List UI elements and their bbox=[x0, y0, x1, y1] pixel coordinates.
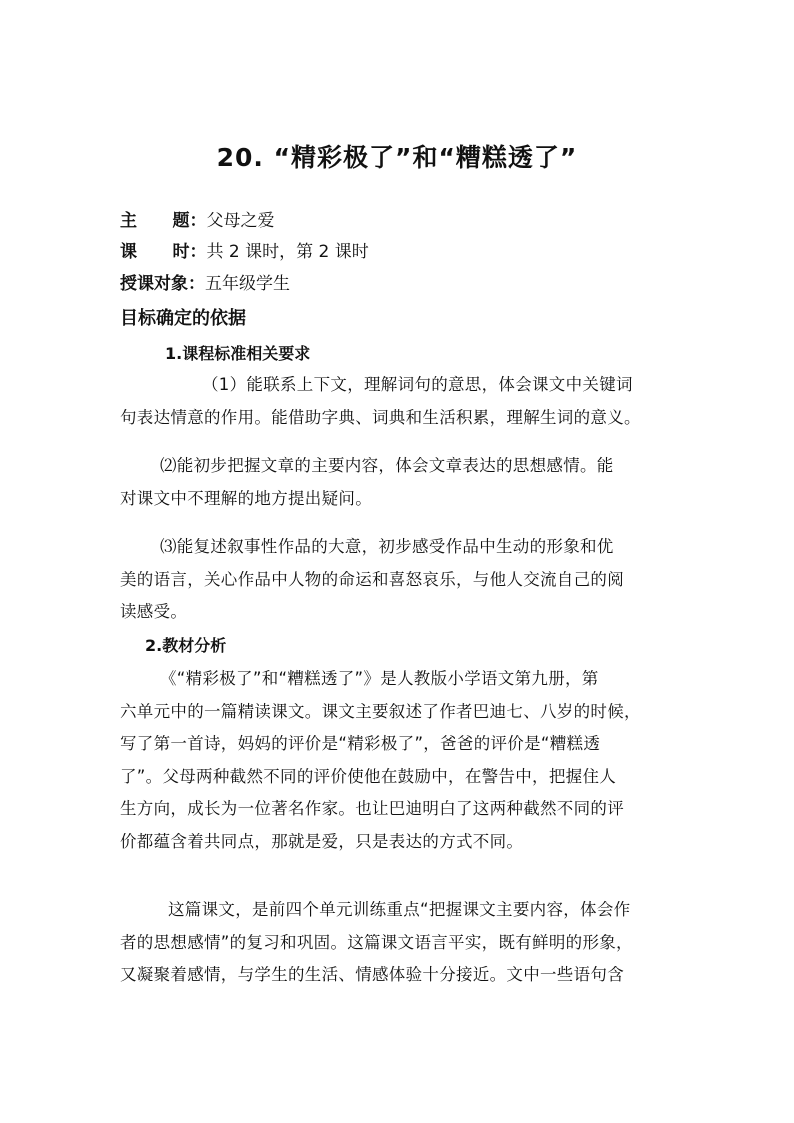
topic-value: 父母之爱 bbox=[206, 211, 275, 231]
paragraph-line: 写了第一首诗，妈妈的评价是“精彩极了”，爸爸的评价是“糟糕透 bbox=[120, 734, 601, 753]
paragraph-1 bbox=[120, 369, 678, 434]
paragraph-line: 这篇课文，是前四个单元训练重点“把握课文主要内容，体会作 bbox=[168, 900, 631, 919]
paragraph-line: 美的语言，关心作品中人物的命运和喜怒哀乐，与他人交流自己的阅 bbox=[120, 569, 624, 589]
paragraph-5 bbox=[120, 894, 678, 992]
period-row bbox=[120, 240, 369, 264]
paragraph-line: 六单元中的一篇精读课文。课文主要叙述了作者巴迪七、八岁的时候， bbox=[120, 701, 641, 721]
audience-value: 五年级学生 bbox=[205, 274, 290, 294]
paragraph-line: 对课文中不理解的地方提出疑问。 bbox=[120, 488, 372, 508]
paragraph-line: 者的思想感情”的复习和巩固。这篇课文语言平实，既有鲜明的形象， bbox=[120, 932, 633, 952]
paragraph-line: ⑵能初步把握文章的主要内容，体会文章表达的思想感情。能 bbox=[160, 456, 614, 475]
topic-row bbox=[120, 209, 275, 233]
paragraph-line: 了”。父母两种截然不同的评价使他在鼓励中，在警告中，把握住人 bbox=[120, 766, 617, 786]
paragraph-line: 生方向，成长为一位著名作家。也让巴迪明白了这两种截然不同的评 bbox=[120, 799, 624, 818]
paragraph-line: 《“精彩极了”和“糟糕透了”》是人教版小学语文第九册，第 bbox=[160, 669, 599, 688]
subsection-heading-analysis: 2.教材分析 bbox=[145, 636, 227, 655]
paragraph-line: 价都蕴含着共同点，那就是爱，只是表达的方式不同。 bbox=[120, 831, 524, 851]
period-value: 共 2 课时，第 2 课时 bbox=[206, 242, 369, 262]
paragraph-line: ⑶能复述叙事性作品的大意，初步感受作品中生动的形象和优 bbox=[160, 537, 614, 556]
paragraph-line: 读感受。 bbox=[120, 602, 188, 621]
paragraph-line: 又凝聚着感情，与学生的生活、情感体验十分接近。文中一些语句含 bbox=[120, 965, 624, 984]
period-label: 课 时： bbox=[120, 242, 207, 262]
paragraph-line: （1）能联系上下文，理解词句的意思，体会课文中关键词 bbox=[202, 375, 633, 394]
section-heading: 目标确定的依据 bbox=[120, 308, 246, 329]
subsection-heading-standards: 1.课程标准相关要求 bbox=[165, 344, 311, 363]
paragraph-3 bbox=[120, 531, 678, 629]
topic-label: 主 题： bbox=[120, 211, 207, 231]
paragraph-2 bbox=[120, 450, 678, 515]
audience-label: 授课对象： bbox=[120, 274, 205, 294]
paragraph-line: 句表达情意的作用。能借助字典、词典和生活积累，理解生词的意义。 bbox=[120, 407, 641, 427]
paragraph-4 bbox=[120, 663, 678, 858]
audience-row bbox=[120, 272, 290, 296]
page-title: 20. “精彩极了”和“糟糕透了” bbox=[216, 143, 578, 172]
